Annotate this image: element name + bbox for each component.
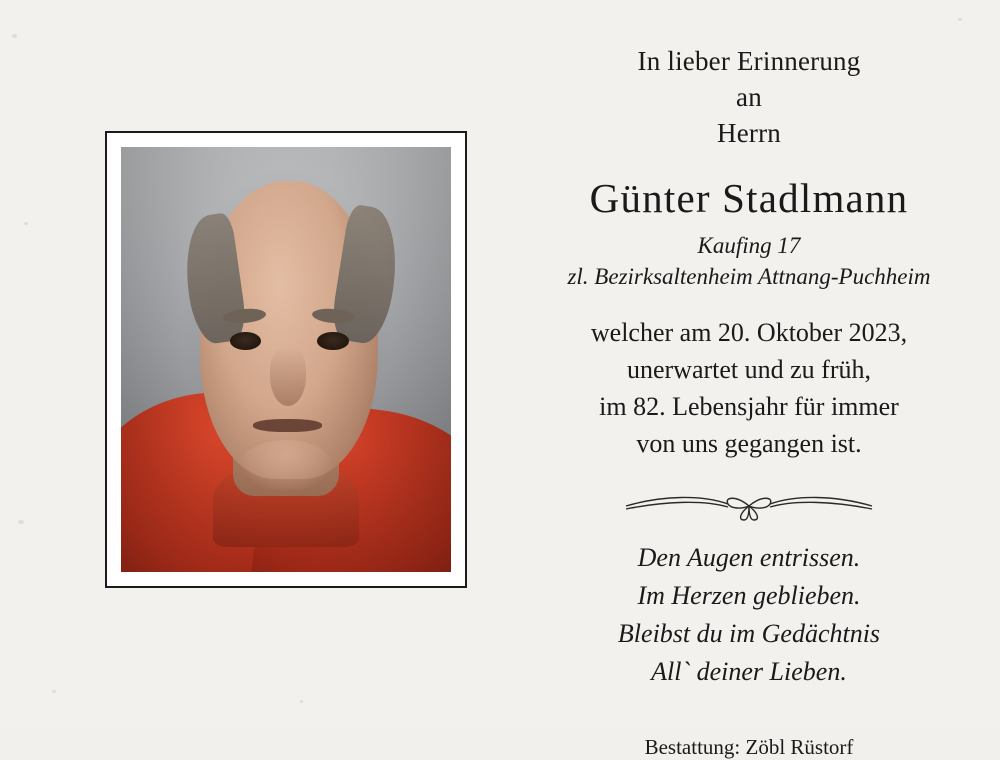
address-block xyxy=(567,230,930,293)
flourish-ornament-icon xyxy=(624,489,874,523)
undertaker-credit: Bestattung: Zöbl Rüstorf xyxy=(644,734,854,759)
passage-line-2: unerwartet und zu früh, xyxy=(626,355,872,385)
paper-speck xyxy=(958,18,962,21)
deceased-name: Günter Stadlmann xyxy=(589,174,909,221)
passage-line-4: von uns gegangen ist. xyxy=(636,428,862,458)
intro-block xyxy=(638,44,861,152)
address-line-2: zl. Bezirksaltenheim Attnang-Puchheim xyxy=(567,264,931,290)
portrait-photo xyxy=(121,147,451,572)
portrait-frame xyxy=(105,131,467,588)
photo-vignette xyxy=(121,147,451,572)
verse-line-1: Den Augen entrissen. xyxy=(637,542,861,572)
text-pane xyxy=(540,0,1000,759)
passage-line-3: im 82. Lebensjahr für immer xyxy=(599,392,899,421)
intro-line-3: Herrn xyxy=(717,117,781,148)
intro-line-2: an xyxy=(736,81,762,112)
verse-line-2: Im Herzen geblieben. xyxy=(637,580,861,610)
passage-line-1: welcher am 20. Oktober 2023, xyxy=(590,318,908,348)
intro-line-1: In lieber Erinnerung xyxy=(637,46,861,76)
passage-block xyxy=(591,315,907,463)
address-line-1: Kaufing 17 xyxy=(697,232,801,258)
verse-block xyxy=(618,539,880,691)
verse-line-4: All` deiner Lieben. xyxy=(651,656,847,686)
verse-line-3: Bleibst du im Gedächtnis xyxy=(617,618,881,648)
